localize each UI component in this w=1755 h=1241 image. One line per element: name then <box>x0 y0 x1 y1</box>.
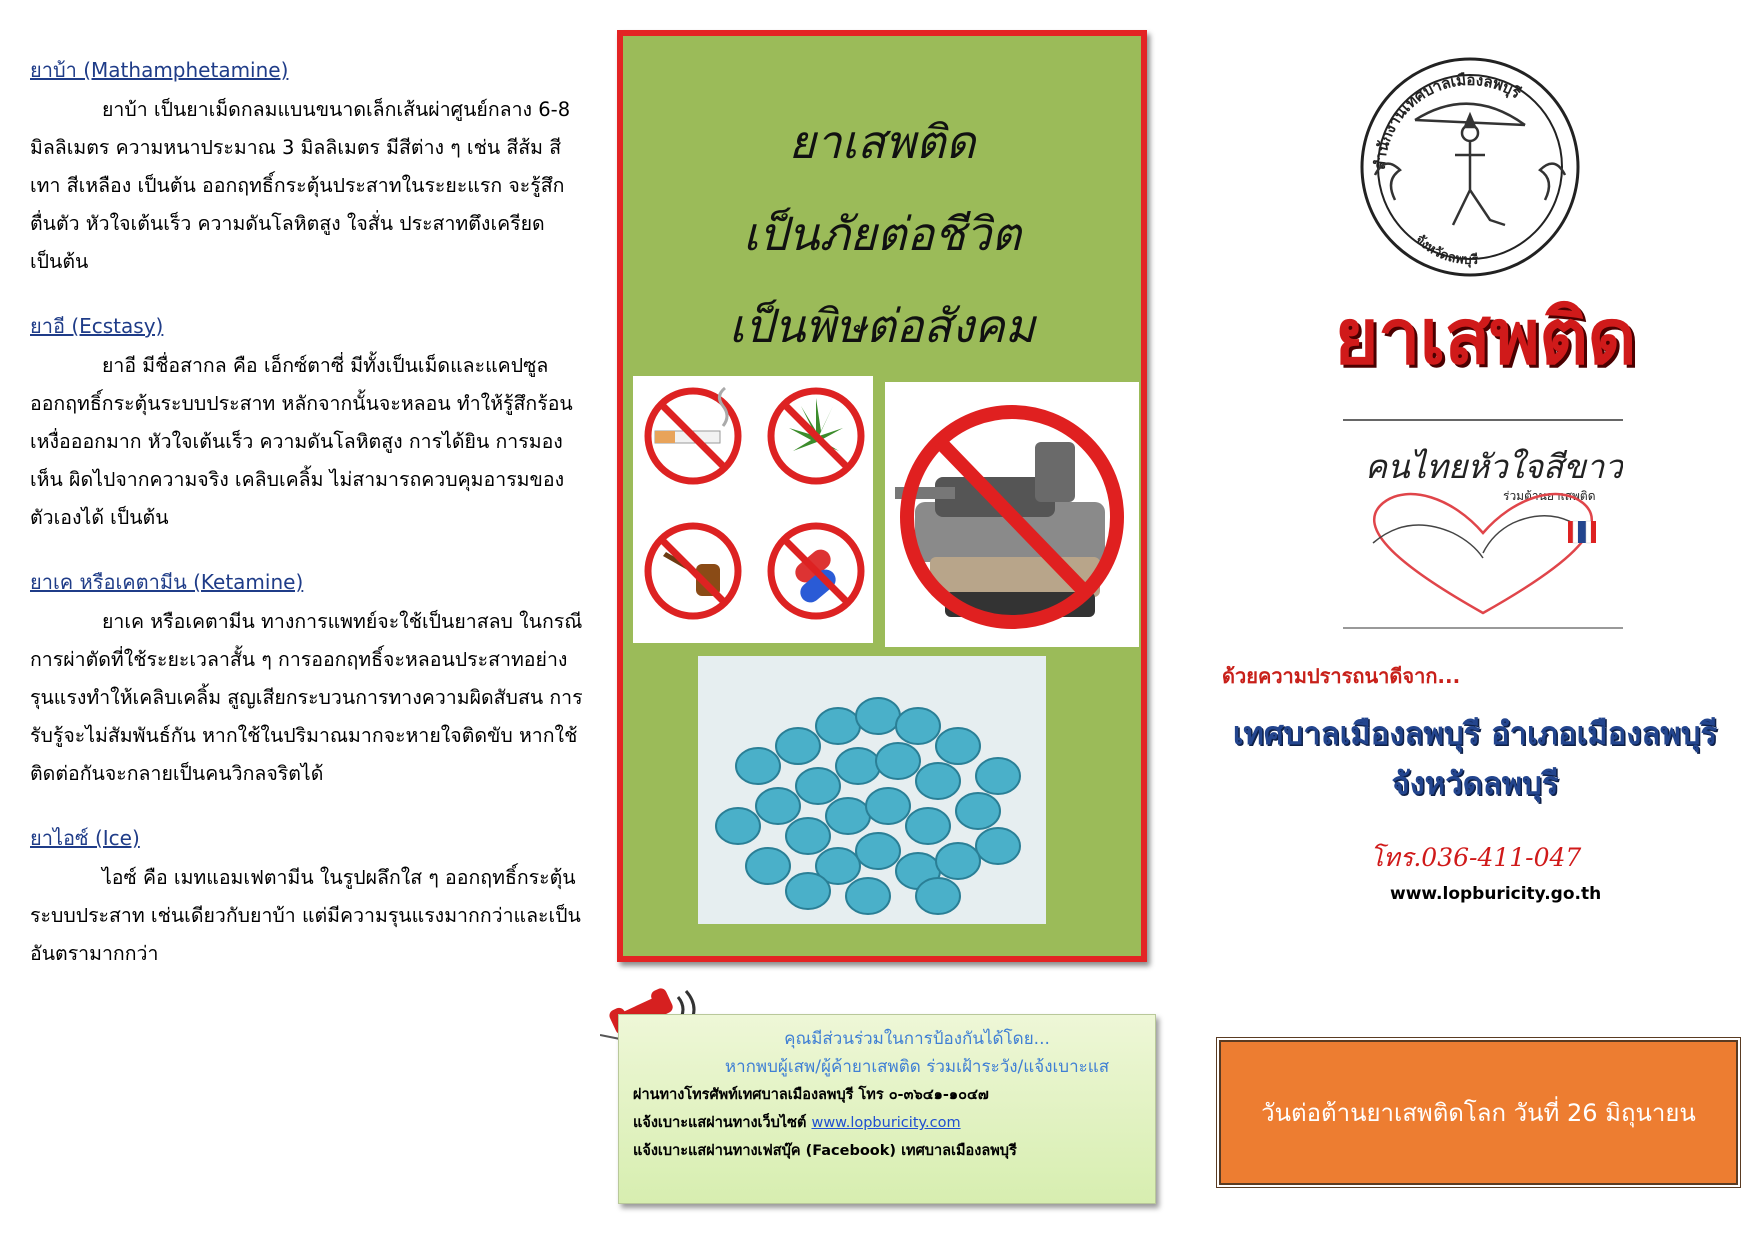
left-panel <box>30 55 585 1003</box>
organization-province: จังหวัดลพบุรี <box>1391 766 1559 802</box>
world-anti-drug-day-banner <box>1219 1040 1738 1185</box>
section-body: ยาบ้า เป็นยาเม็ดกลมแบนขนาดเล็กเส้นผ่าศูนย์กลาง 6-8 มิลลิเมตร ความหนาประมาณ 3 มิลลิเมตร มีสีต่าง ๆ เช่น สีส้ม สีเทา สีเหลือง เป็นต้น ออกฤทธิ์กระตุ้นประสาทในระยะแรก จะรู้สึกตื่นตัว หัวใจเต้นเร็ว ความดันโลหิตสูง ใจสั่น ประสาทตึงเครียด เป็นต้น <box>30 98 571 273</box>
report-contact-card <box>618 1014 1156 1204</box>
facebook-report-line: แจ้งเบาะแสผ่านทางเฟสบุ๊ค (Facebook) เทศบาลเมืองลพบุรี <box>633 1143 1017 1159</box>
no-cannabis-icon <box>771 391 861 481</box>
section-body: ไอซ์ คือ เมทแอมเฟตามีน ในรูปผลึกใส ๆ ออกฤทธิ์กระตุ้นระบบประสาท เช่นเดียวกับยาบ้า แต่มีความรุนแรงมากกว่าและเป็นอันตรามากกว่า <box>30 866 581 965</box>
seal-bottom-text: จังหวัดลพบุรี <box>1412 232 1479 269</box>
phone-report-line: ผ่านทางโทรศัพท์เทศบาลเมืองลพบุรี โทร ๐-๓๖๔๑-๑๐๔๗ <box>633 1087 989 1103</box>
pill-pile-icon <box>716 698 1020 914</box>
anti-drug-day-text: วันต่อต้านยาเสพติดโลก วันที่ 26 มิถุนายน <box>1261 1099 1696 1127</box>
poster <box>617 30 1147 962</box>
contact-subheadline: หากพบผู้เสพ/ผู้ค้ายาเสพติด ร่วมเฝ้าระวัง/แจ้งเบาะแส <box>724 1057 1110 1077</box>
website-report-label: แจ้งเบาะแสผ่านทางเว็บไซต์ <box>633 1115 807 1131</box>
no-smoking-icon <box>648 388 738 481</box>
blue-pills-image <box>698 656 1046 924</box>
section-body: ยาอี มีชื่อสากล คือ เอ็กซ์ตาซี่ มีทั้งเป็นเม็ดและแคปซูล ออกฤทธิ์กระตุ้นระบบประสาท หลักจากนั้นจะหลอน ทำให้รู้สึกร้อน เหงื่อออกมาก หัวใจเต้นเร็ว ความดันโลหิตสูง การได้ยิน การมองเห็น ผิดไปจากความจริง เคลิบเคลิ้ม ไม่สามารถควบคุมอารมของตัวเองได้ เป็นต้น <box>30 354 573 529</box>
section-body: ยาเค หรือเคตามีน ทางการแพทย์จะใช้เป็นยาสลบ ในกรณีการผ่าตัดที่ใช้ระยะเวลาสั้น ๆ การออกฤทธิ์จะหลอนประสาทอย่างรุนแรงทำให้เคลิบเคลิ้ม สูญเสียกระบวนการทางความผิดสับสน การรับรู้จะไม่สัมพันธ์กัน หากใช้ในปริมาณมากจะหายใจติดขับ หากใช้ติดต่อกันจะกลายเป็นคนวิกลจริตได้ <box>30 610 583 785</box>
white-heart-campaign-logo <box>1343 418 1623 630</box>
section-ecstasy <box>30 311 585 537</box>
heart-hands-icon <box>1373 494 1596 613</box>
website-report-line <box>633 1109 1155 1137</box>
campaign-logo-text: คนไทยหัวใจสีขาว <box>1365 447 1623 486</box>
section-methamphetamine <box>30 55 585 281</box>
no-pills-icon <box>771 526 861 616</box>
slogan <box>623 96 1141 372</box>
no-drugs-image <box>885 382 1139 647</box>
contact-headline: คุณมีส่วนร่วมในการป้องกันได้โดย... <box>784 1029 1050 1049</box>
section-heading: ยาเค หรือเคตามีน (Ketamine) <box>30 570 304 594</box>
section-ketamine <box>30 567 585 793</box>
section-ice <box>30 823 585 973</box>
municipality-seal-logo <box>1345 55 1595 280</box>
telephone-number: โทร.036-411-047 <box>1370 843 1582 872</box>
section-heading: ยาอี (Ecstasy) <box>30 314 164 338</box>
section-heading: ยาบ้า (Mathamphetamine) <box>30 58 289 82</box>
seal-top-text: สำนักงานเทศบาลเมืองลพบุรี <box>1370 70 1524 171</box>
section-heading: ยาไอซ์ (Ice) <box>30 826 140 850</box>
organization-name: เทศบาลเมืองลพบุรี อำเภอเมืองลพบุรี <box>1232 716 1718 752</box>
slogan-line: เป็นพิษต่อสังคม <box>728 299 1036 353</box>
slogan-line: ยาเสพติด <box>788 115 976 169</box>
goodwill-text: ด้วยความปรารถนาดีจาก... <box>1222 664 1461 688</box>
website-url[interactable]: www.lopburicity.go.th <box>1390 884 1602 904</box>
report-website-link[interactable]: www.lopburicity.com <box>811 1115 961 1131</box>
no-pipe-icon <box>648 526 738 616</box>
prohibition-signs-image <box>633 376 873 643</box>
slogan-line: เป็นภัยต่อชีวิต <box>742 207 1022 261</box>
page-title: ยาเสพติด <box>1334 292 1636 381</box>
campaign-logo-subtext: ร่วมต้านยาเสพติด <box>1503 489 1596 503</box>
